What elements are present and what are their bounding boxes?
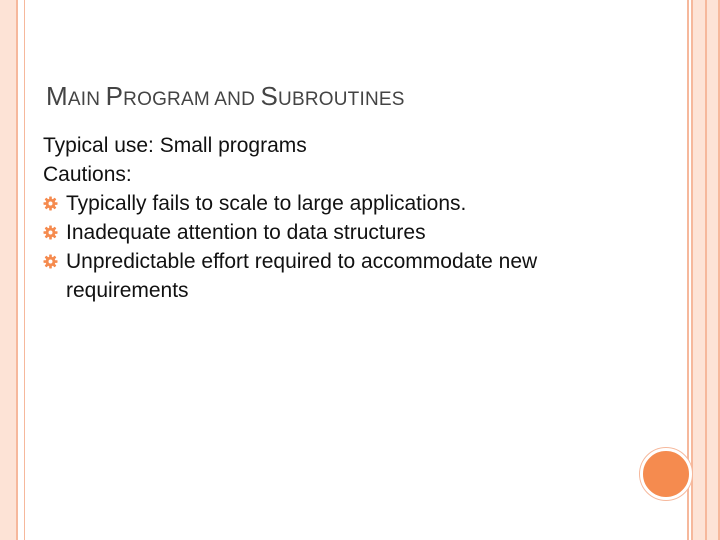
typical-use-text: Typical use: Small programs — [43, 134, 307, 157]
gear-icon — [43, 225, 58, 240]
list-item — [43, 247, 643, 305]
bullet-text: Unpredictable effort required to accommodate new requirements — [66, 250, 538, 302]
left-decorative-band — [0, 0, 18, 540]
right-decorative-inner-line — [705, 0, 707, 540]
title-word-subroutines: SUBROUTINES — [260, 81, 405, 111]
list-item — [43, 218, 643, 247]
list-item — [43, 189, 643, 218]
bullet-text: Typically fails to scale to large applications. — [66, 192, 467, 215]
slide-body — [43, 131, 643, 305]
title-word-main: MAIN — [46, 81, 106, 111]
gear-icon — [43, 254, 58, 269]
cautions-list — [43, 189, 643, 305]
slide-title — [46, 76, 405, 113]
title-word-program-and: PROGRAM AND — [105, 81, 261, 111]
gear-icon — [43, 196, 58, 211]
left-decorative-line — [24, 0, 25, 540]
bullet-text: Inadequate attention to data structures — [66, 221, 426, 244]
cautions-label: Cautions: — [43, 163, 132, 186]
accent-circle — [640, 448, 692, 500]
